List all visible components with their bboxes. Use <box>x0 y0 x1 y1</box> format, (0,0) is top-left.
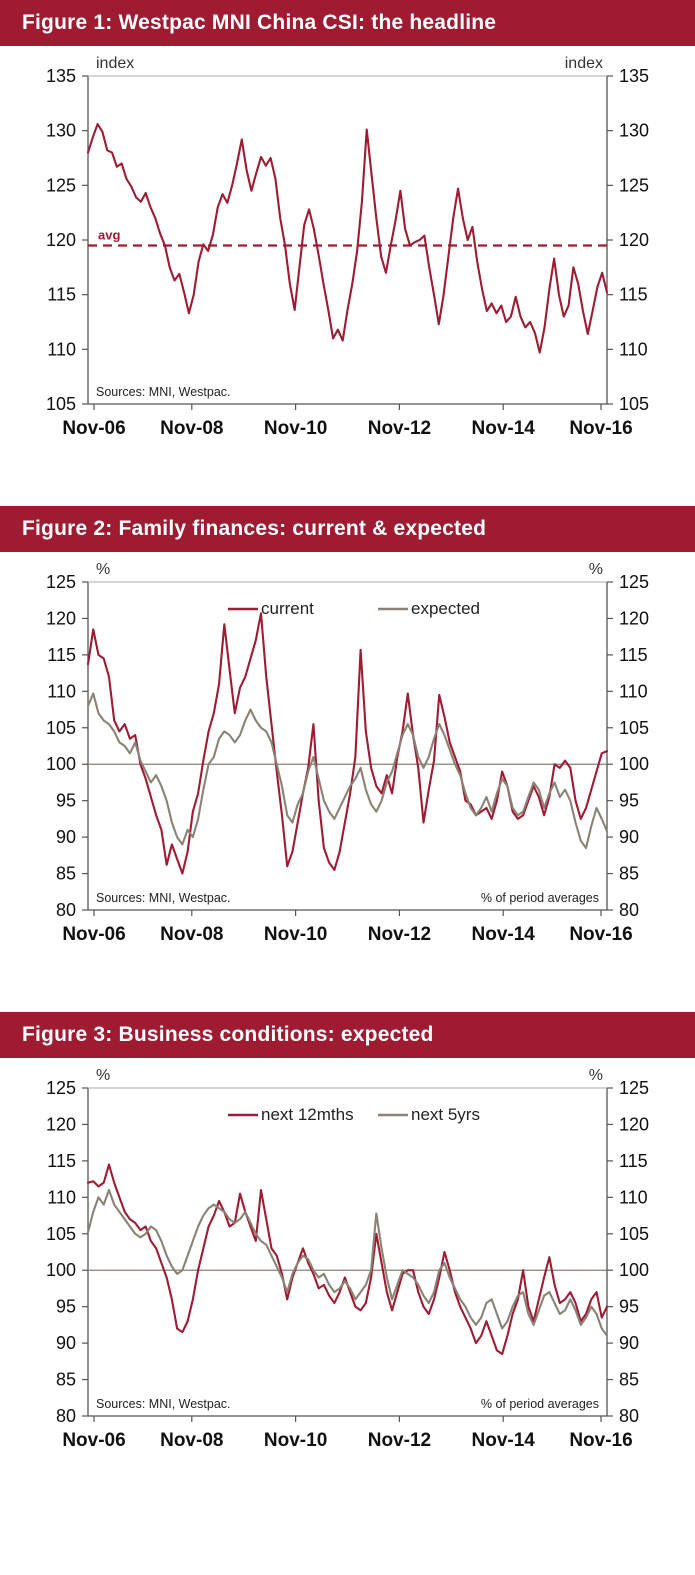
series-line-next-5yrs <box>88 1190 607 1336</box>
y-tick-label: 120 <box>619 608 650 629</box>
x-tick-label: Nov-12 <box>367 924 432 945</box>
legend-label: next 12mths <box>261 1105 354 1124</box>
avg-label: avg <box>98 227 121 243</box>
y-tick-label: 125 <box>619 1078 650 1098</box>
y-tick-label: 120 <box>619 1114 650 1135</box>
y-tick-label: 90 <box>55 827 76 848</box>
y-tick-label: 125 <box>619 572 650 592</box>
y-tick-label: 90 <box>55 1333 76 1354</box>
figure-2-chart <box>0 552 695 972</box>
source-note: Sources: MNI, Westpac. <box>96 385 231 399</box>
x-tick-label: Nov-08 <box>160 924 224 945</box>
y-tick-label: 125 <box>619 175 650 196</box>
y-tick-label: 135 <box>45 66 76 86</box>
y-tick-label: 80 <box>619 900 640 920</box>
x-tick-label: Nov-12 <box>367 1430 432 1451</box>
y-tick-label: 125 <box>45 572 76 592</box>
y-tick-label: 90 <box>619 827 640 848</box>
y-tick-label: 105 <box>45 717 76 738</box>
y-tick-label: 115 <box>619 284 648 305</box>
series-line-expected <box>88 694 607 849</box>
figure-2-title: Figure 2: Family finances: current & expected <box>0 506 695 552</box>
x-tick-label: Nov-08 <box>160 1430 224 1451</box>
y-tick-label: 110 <box>47 1187 76 1208</box>
series-line-next-12mths <box>88 1165 607 1355</box>
source-note: Sources: MNI, Westpac. <box>96 891 231 905</box>
legend-label: next 5yrs <box>411 1105 480 1124</box>
y-tick-label: 90 <box>619 1333 640 1354</box>
y-tick-label: 105 <box>45 1223 76 1244</box>
y-tick-label: 80 <box>55 900 76 920</box>
y-tick-label: 135 <box>619 66 650 86</box>
y-tick-label: 110 <box>619 681 648 702</box>
x-tick-label: Nov-16 <box>569 418 633 439</box>
y-tick-label: 130 <box>619 120 650 141</box>
y-tick-label: 95 <box>619 1296 640 1317</box>
y-tick-label: 120 <box>45 608 76 629</box>
x-tick-label: Nov-06 <box>62 924 126 945</box>
divider-2 <box>0 986 695 1012</box>
source-note: Sources: MNI, Westpac. <box>96 1397 231 1411</box>
x-tick-label: Nov-06 <box>62 418 126 439</box>
y-tick-label: 130 <box>45 120 76 141</box>
y-tick-label: 85 <box>55 1369 76 1390</box>
y-tick-label: 105 <box>619 717 650 738</box>
y-tick-label: 80 <box>55 1406 76 1426</box>
x-tick-label: Nov-06 <box>62 1430 126 1451</box>
figure-3-svg <box>0 1058 695 1478</box>
y-axis-unit-right: % <box>588 561 603 578</box>
figure-1 <box>0 0 695 466</box>
x-tick-label: Nov-14 <box>471 418 535 439</box>
y-tick-label: 110 <box>619 1187 648 1208</box>
y-tick-label: 105 <box>45 394 76 414</box>
y-axis-unit-left: % <box>96 1067 111 1084</box>
divider-1 <box>0 480 695 506</box>
y-tick-label: 100 <box>45 1260 76 1281</box>
y-tick-label: 110 <box>47 339 76 360</box>
y-tick-label: 100 <box>45 754 76 775</box>
x-tick-label: Nov-10 <box>263 1430 328 1451</box>
y-tick-label: 120 <box>45 230 76 250</box>
y-tick-label: 110 <box>47 681 76 702</box>
x-tick-label: Nov-14 <box>471 1430 535 1451</box>
y-tick-label: 125 <box>45 1078 76 1098</box>
y-tick-label: 115 <box>47 284 76 305</box>
y-tick-label: 120 <box>619 230 650 250</box>
figure-3-chart <box>0 1058 695 1478</box>
y-axis-unit-left: index <box>96 55 135 72</box>
y-tick-label: 125 <box>45 175 76 196</box>
y-tick-label: 95 <box>55 1296 76 1317</box>
x-tick-label: Nov-12 <box>367 418 432 439</box>
y-tick-label: 110 <box>619 339 648 360</box>
legend-label: expected <box>411 599 480 618</box>
series-line-headline-index <box>88 124 607 352</box>
figure-1-chart <box>0 46 695 466</box>
figure-3-title: Figure 3: Business conditions: expected <box>0 1012 695 1058</box>
figure-1-title: Figure 1: Westpac MNI China CSI: the headline <box>0 0 695 46</box>
y-tick-label: 100 <box>619 754 650 775</box>
x-tick-label: Nov-16 <box>569 1430 633 1451</box>
y-tick-label: 105 <box>619 394 650 414</box>
y-axis-unit-right: % <box>588 1067 603 1084</box>
x-tick-label: Nov-16 <box>569 924 633 945</box>
x-tick-label: Nov-14 <box>471 924 535 945</box>
figure-2-svg <box>0 552 695 972</box>
x-tick-label: Nov-08 <box>160 418 224 439</box>
y-tick-label: 120 <box>45 1114 76 1135</box>
y-tick-label: 85 <box>55 863 76 884</box>
figure-2 <box>0 506 695 972</box>
y-tick-label: 115 <box>47 1150 76 1171</box>
y-tick-label: 115 <box>619 644 648 665</box>
series-line-current <box>88 613 607 873</box>
y-tick-label: 85 <box>619 863 640 884</box>
footnote: % of period averages <box>480 1397 599 1411</box>
figure-3 <box>0 1012 695 1478</box>
y-tick-label: 100 <box>619 1260 650 1281</box>
legend-label: current <box>261 599 314 618</box>
x-tick-label: Nov-10 <box>263 924 328 945</box>
y-tick-label: 95 <box>619 790 640 811</box>
y-tick-label: 85 <box>619 1369 640 1390</box>
x-tick-label: Nov-10 <box>263 418 328 439</box>
y-axis-unit-right: index <box>564 55 603 72</box>
footnote: % of period averages <box>480 891 599 905</box>
y-tick-label: 115 <box>47 644 76 665</box>
figure-1-svg <box>0 46 695 466</box>
y-tick-label: 115 <box>619 1150 648 1171</box>
y-tick-label: 80 <box>619 1406 640 1426</box>
y-axis-unit-left: % <box>96 561 111 578</box>
y-tick-label: 95 <box>55 790 76 811</box>
y-tick-label: 105 <box>619 1223 650 1244</box>
